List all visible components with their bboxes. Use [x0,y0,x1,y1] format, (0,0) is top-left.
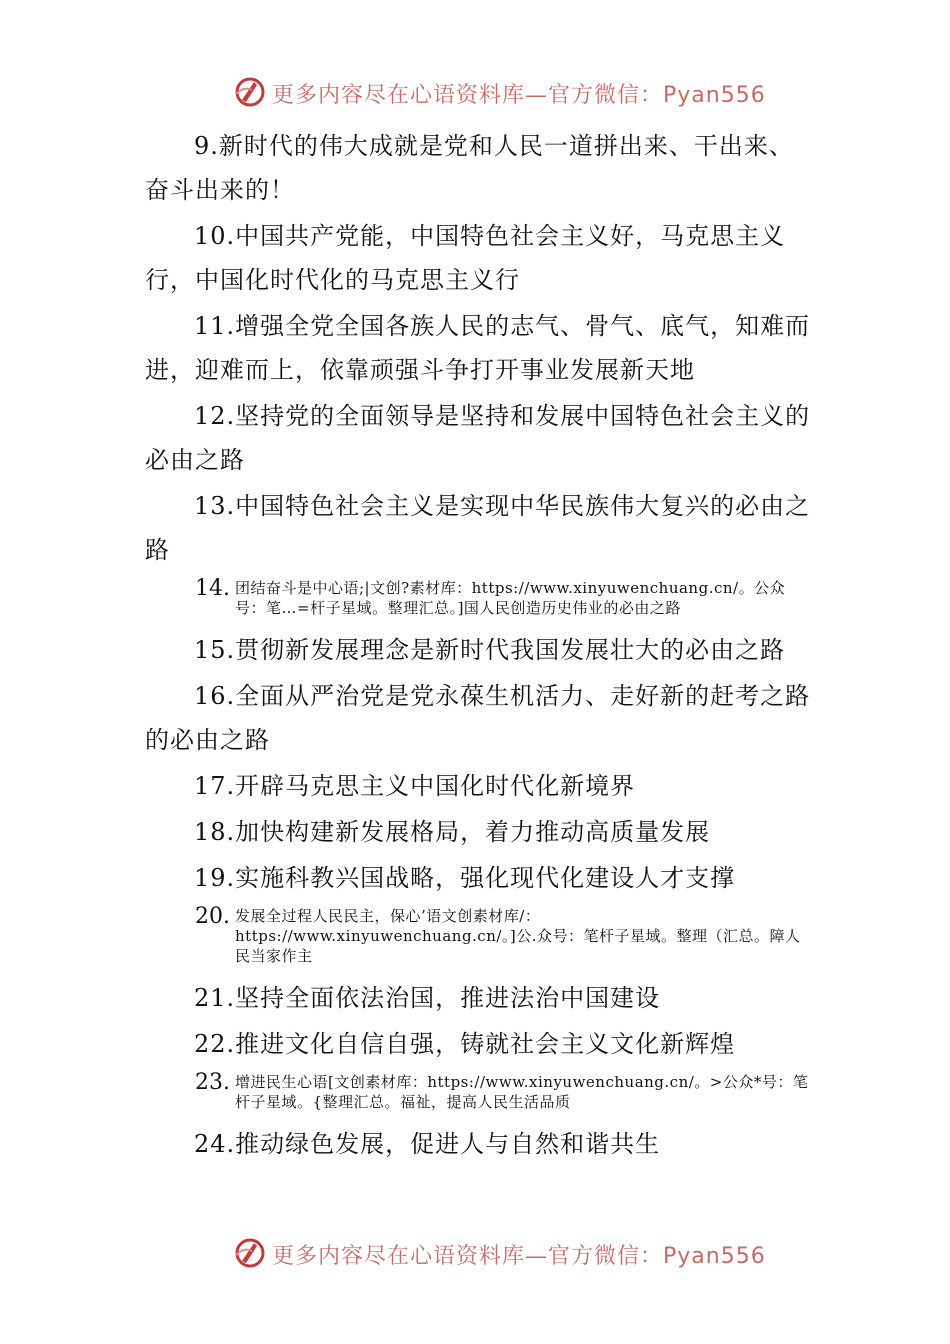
item-number: 21. [194,984,236,1012]
list-item [145,214,815,302]
item-number: 15. [194,636,236,664]
item-text: 开辟马克思主义中国化时代化新境界 [235,772,636,800]
item-text: 新时代的伟大成就是党和人民一道拼出来、干出来、奋斗出来的！ [145,132,794,204]
list-item [145,906,815,966]
item-text: 全面从严治党是党永葆生机活力、走好新的赶考之路的必由之路 [145,682,811,754]
banner-text: 更多内容尽在心语资料库—官方微信：Pyan556 [272,1244,766,1269]
item-number: 24. [194,1130,236,1158]
item-text: 团结奋斗是中心语;|文创?素材库：https://www.xinyuwenchuang.cn/。公众号：笔…=杆子星域。整理汇总。]国人民创造历史伟业的必由之路 [235,579,786,617]
logo-icon [232,74,268,110]
item-text: 加快构建新发展格局，着力推动高质量发展 [235,818,711,846]
list-item [145,764,815,808]
item-number: 11. [194,312,236,340]
list-item [145,976,815,1020]
item-number: 16. [194,682,236,710]
item-text: 坚持全面依法治国，推进法治中国建设 [235,984,661,1012]
item-text: 中国特色社会主义是实现中华民族伟大复兴的必由之路 [145,492,811,564]
item-number: 17. [194,772,236,800]
list-item [145,578,815,618]
item-text: 实施科教兴国战略，强化现代化建设人才支撑 [235,864,736,892]
list-item [145,1022,815,1066]
item-number: 13. [194,492,236,520]
item-text: 贯彻新发展理念是新时代我国发展壮大的必由之路 [235,636,786,664]
item-number: 23. [195,1070,230,1095]
header-banner [0,72,950,112]
list-item [145,628,815,672]
item-text: 推动绿色发展，促进人与自然和谐共生 [235,1130,661,1158]
document-body [145,124,815,1168]
list-item [145,674,815,762]
item-text: 增进民生心语[文创素材库：https://www.xinyuwenchuang.cn/。>公众*号：笔杆子星域。{整理汇总。福祉，提高人民生活品质 [235,1073,809,1111]
list-item [145,484,815,572]
item-text: 推进文化自信自强，铸就社会主义文化新辉煌 [235,1030,736,1058]
logo-icon [232,1235,268,1271]
item-number: 9. [194,132,219,160]
list-item [145,1122,815,1166]
list-item [145,304,815,392]
item-text: 增强全党全国各族人民的志气、骨气、底气，知难而进，迎难而上，依靠顽强斗争打开事业发展新天地 [145,312,811,384]
item-number: 12. [194,402,236,430]
list-item [145,1072,815,1112]
list-item [145,810,815,854]
list-item [145,394,815,482]
item-text: 中国共产党能，中国特色社会主义好，马克思主义行，中国化时代化的马克思主义行 [145,222,786,294]
footer-banner [0,1233,950,1273]
item-number: 18. [194,818,236,846]
item-text: 发展全过程人民民主，保心’语文创素材库/：https://www.xinyuwenchuang.cn/。]公.众号：笔杆子星域。整理（汇总。障人民当家作主 [235,907,801,965]
list-item [145,856,815,900]
item-number: 20. [195,904,230,929]
item-number: 10. [194,222,236,250]
item-text: 坚持党的全面领导是坚持和发展中国特色社会主义的必由之路 [145,402,811,474]
list-item [145,124,815,212]
item-number: 19. [194,864,236,892]
item-number: 14. [195,576,230,601]
banner-text: 更多内容尽在心语资料库—官方微信：Pyan556 [272,83,766,108]
item-number: 22. [194,1030,236,1058]
